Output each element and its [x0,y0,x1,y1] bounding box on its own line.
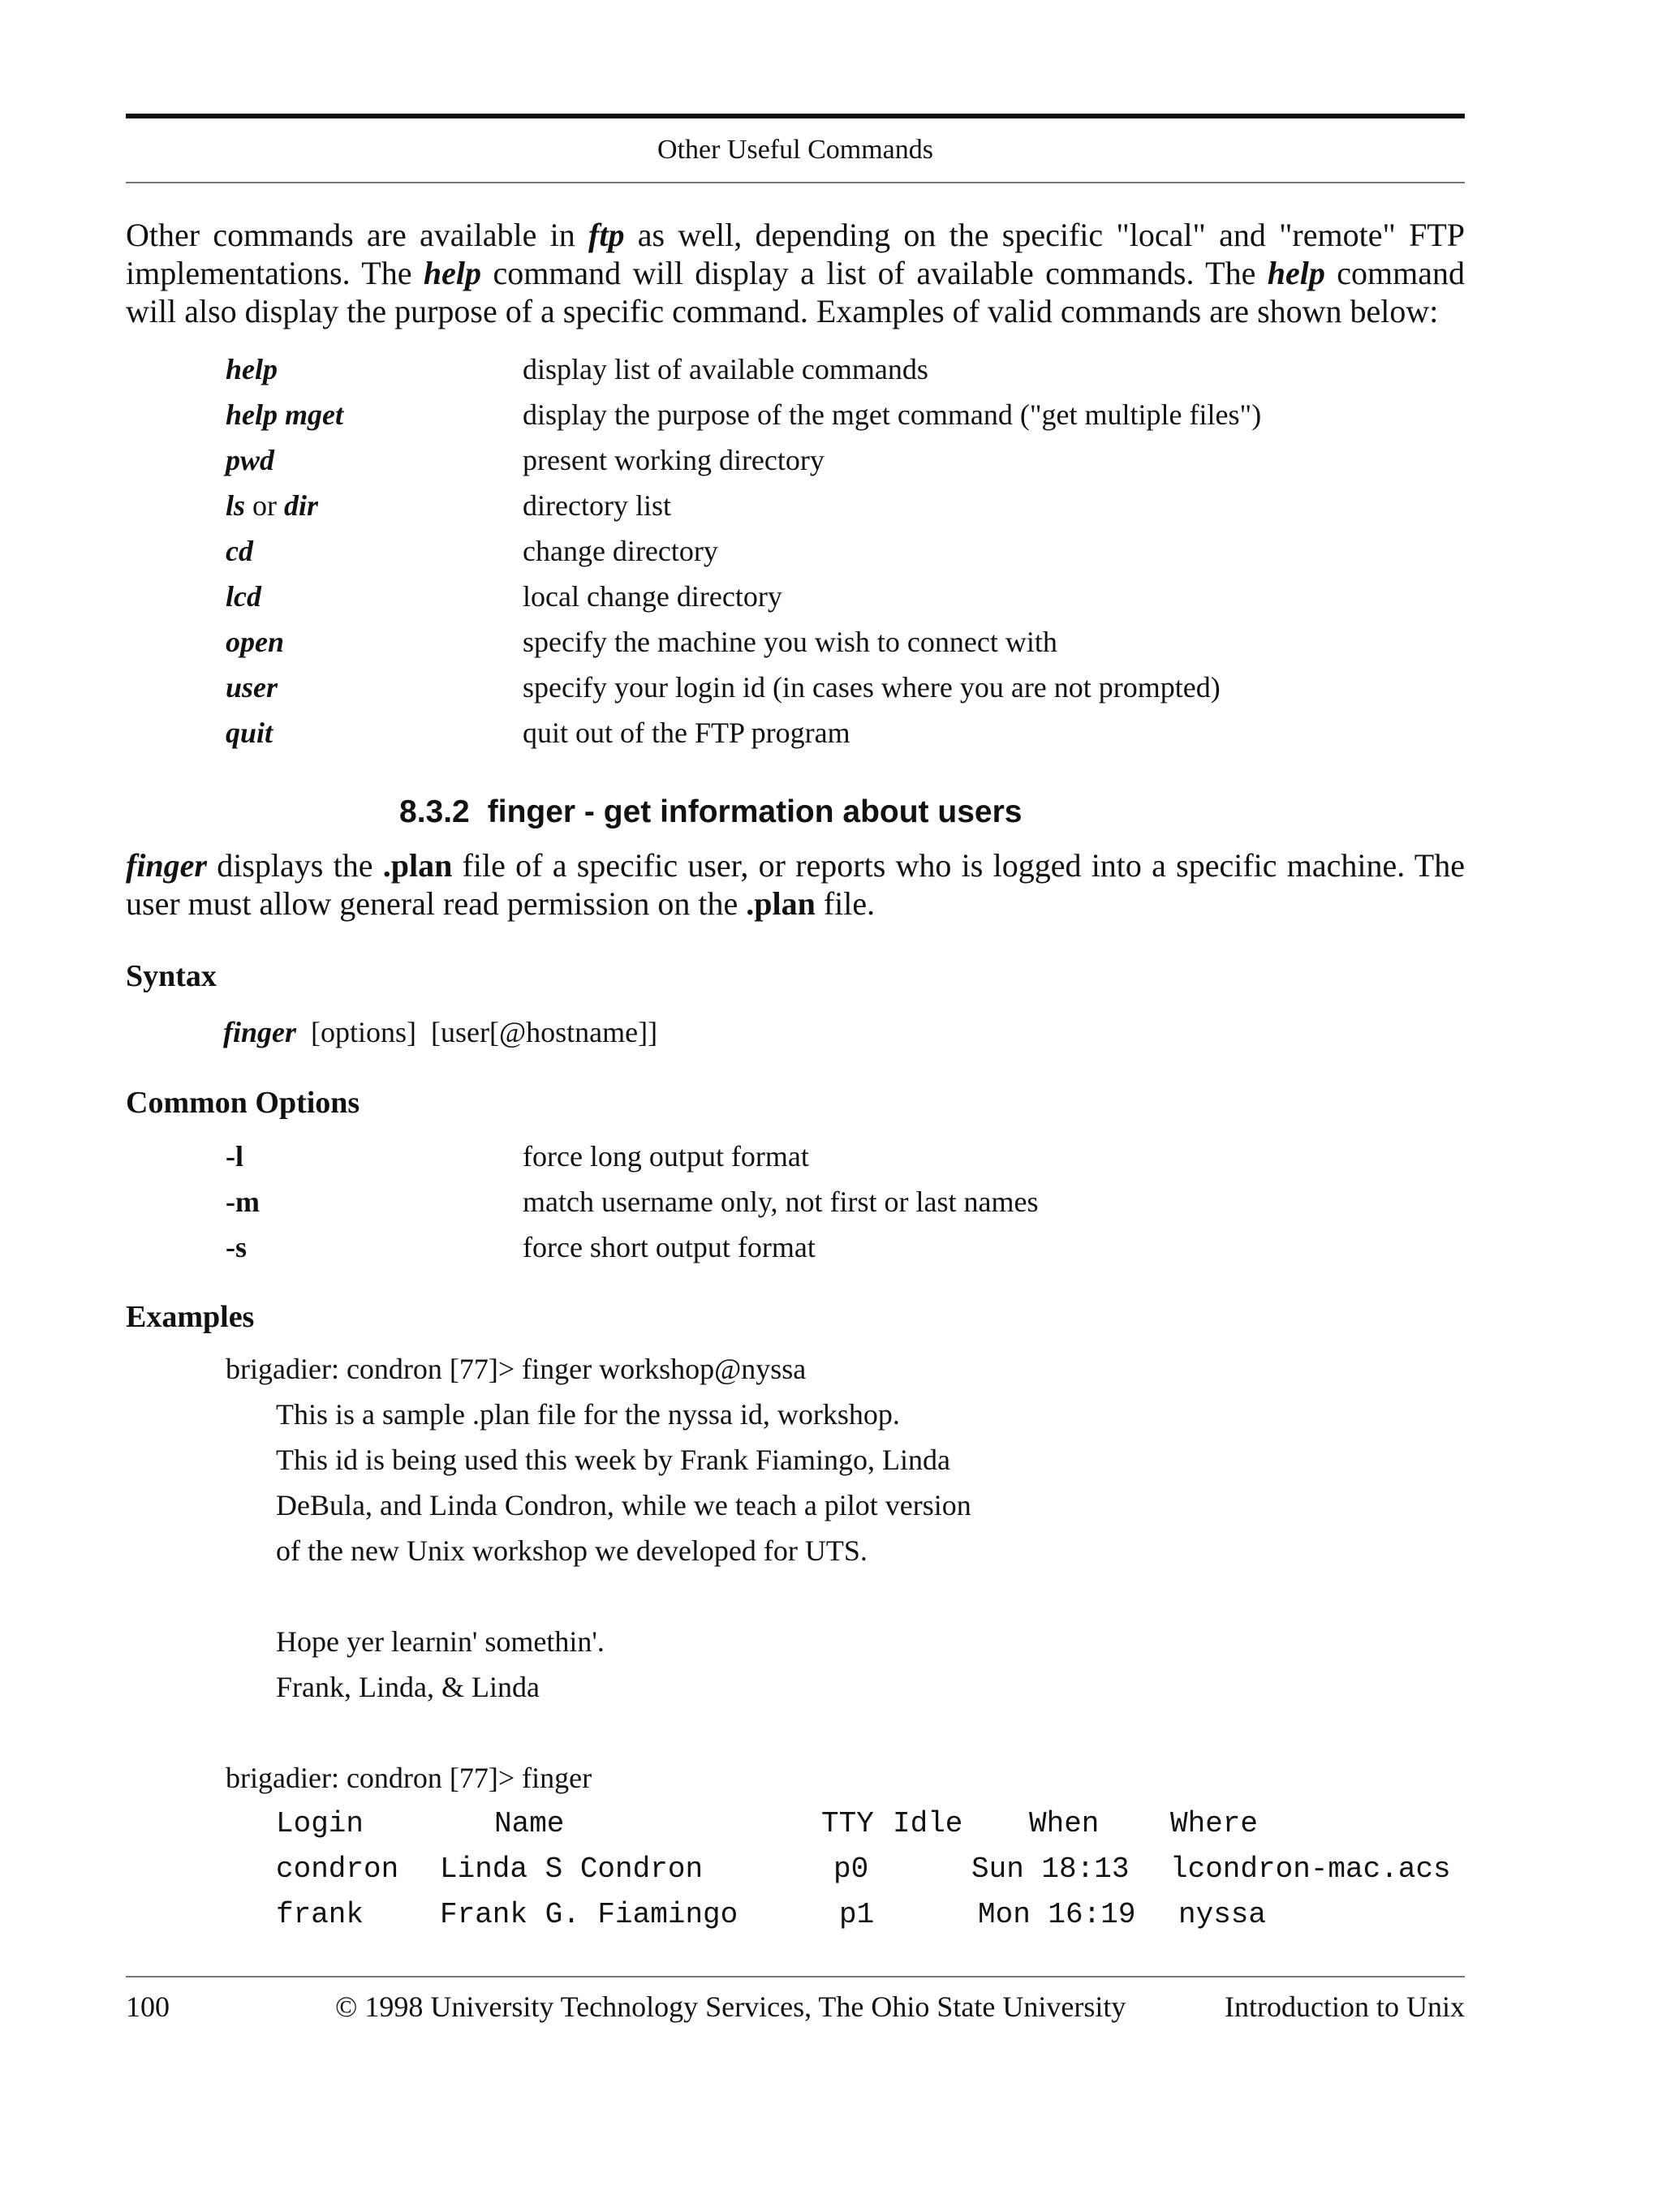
command-row [226,483,1465,528]
command-name [226,488,523,523]
row-login: frank [276,1897,364,1931]
col-login-header: Login [276,1806,364,1840]
help-term: help [1267,255,1325,291]
col-idle-header: Idle [893,1806,963,1840]
example-prompt: brigadier: condron [77]> finger [226,1762,592,1794]
row-name: Linda S Condron [440,1852,704,1886]
syntax-argument: [user[@hostname]] [431,1016,658,1048]
plan-line: This id is being used this week by Frank Fiamingo, Linda [276,1444,950,1476]
plan-term: .plan [746,885,816,922]
finger-text-2: file of a specific user, or reports who is logged into a specific machine. The user must allow general read permission on the [126,847,1465,922]
syntax-command: finger [223,1016,296,1048]
command-description: specify the machine you wish to connect with [523,626,1057,658]
command-name: open [226,626,284,658]
command-name: help [226,353,278,385]
running-header: Other Useful Commands [657,135,933,165]
header-rule-thick [126,114,1465,118]
options-list [226,1134,1465,1270]
intro-text-3: command will display a list of available commands. The [481,255,1268,291]
finger-term: finger [126,847,207,884]
row-name: Frank G. Fiamingo [440,1897,738,1931]
syntax-heading: Syntax [126,959,217,993]
option-flag: -l [226,1140,243,1173]
section-number: 8.3.2 [399,794,470,829]
command-description: directory list [523,489,671,522]
plan-line: of the new Unix workshop we developed for UTS. [276,1534,868,1567]
examples-heading: Examples [126,1300,255,1334]
page-footer [126,1990,1465,2030]
finger-table-header [276,1801,1465,1846]
row-tty: p0 [833,1852,869,1886]
footer-rule [126,1976,1465,1977]
command-description: display the purpose of the mget command ("get multiple files") [523,398,1262,431]
col-tty-header: TTY [821,1806,874,1840]
command-description: present working directory [523,444,825,476]
command-name: help mget [226,398,343,431]
command-name: cd [226,535,253,567]
command-description: change directory [523,535,718,567]
command-description: local change directory [523,580,782,613]
row-tty: p1 [839,1897,875,1931]
col-when-header: When [1029,1806,1100,1840]
option-description: match username only, not first or last names [523,1186,1039,1218]
option-flag: -s [226,1231,247,1263]
col-where-header: Where [1170,1806,1259,1840]
command-description: quit out of the FTP program [523,717,850,749]
command-description: display list of available commands [523,353,928,385]
option-description: force short output format [523,1231,816,1263]
command-description: specify your login id (in cases where you are not prompted) [523,671,1221,704]
option-description: force long output format [523,1140,809,1173]
blank-line [126,1710,1465,1755]
command-row [226,437,1465,483]
finger-text-3: file. [815,885,876,922]
intro-text-2: as well, depending on the specific "local" and "remote" FTP implementations. The [126,217,1465,291]
command-name: pwd [226,444,275,476]
plan-term: .plan [382,847,453,884]
book-title: Introduction to Unix [1225,1990,1465,2023]
command-row [226,346,1465,392]
intro-paragraph [126,216,1465,330]
intro-text-1: Other commands are available in [126,217,589,253]
col-name-header: Name [494,1806,565,1840]
help-term: help [423,255,482,291]
option-row [226,1134,1465,1179]
finger-table-row [276,1846,1465,1891]
plan-line: Frank, Linda, & Linda [276,1671,540,1703]
command-row [226,619,1465,665]
option-flag: -m [226,1186,260,1218]
finger-table-row [276,1891,1465,1937]
command-row [226,574,1465,619]
section-title: finger - get information about users [487,794,1023,829]
row-when: Sun 18:13 [971,1852,1130,1886]
option-row [226,1224,1465,1270]
syntax-line [223,1015,1465,1049]
plan-line: This is a sample .plan file for the nyssa id, workshop. [276,1398,900,1431]
command-name: lcd [226,580,261,613]
example-prompt: brigadier: condron [77]> finger workshop@nyssa [226,1353,807,1385]
command-row [226,665,1465,710]
row-where: lcondron-mac.acs [1170,1852,1451,1886]
row-login: condron [276,1852,399,1886]
copyright-notice: © 1998 University Technology Services, The Ohio State University [335,1990,1126,2023]
command-row [226,710,1465,755]
intro-text-4: command will also display the purpose of a specific command. Examples of valid commands are shown below: [126,255,1466,329]
command-name: quit [226,717,273,749]
command-row [226,392,1465,437]
plan-line: DeBula, and Linda Condron, while we teach a pilot version [276,1489,971,1521]
ftp-term: ftp [588,217,625,253]
command-row [226,528,1465,574]
page-number: 100 [126,1990,170,2023]
options-heading: Common Options [126,1086,360,1120]
ftp-command-list [226,346,1465,755]
page [126,114,1465,1937]
syntax-options: [options] [311,1016,416,1048]
row-when: Mon 16:19 [978,1897,1136,1931]
command-name-ls: ls [226,489,246,522]
option-row [226,1179,1465,1224]
row-where: nyssa [1178,1897,1267,1931]
finger-description [126,846,1465,923]
command-name: user [226,671,278,704]
command-or: or [245,489,285,522]
command-name-dir: dir [284,489,319,522]
section-heading [399,794,1465,835]
header-rule-thin [126,182,1465,183]
finger-text-1: displays the [207,847,383,884]
plan-line [276,1573,1465,1619]
plan-line: Hope yer learnin' somethin'. [276,1625,605,1658]
